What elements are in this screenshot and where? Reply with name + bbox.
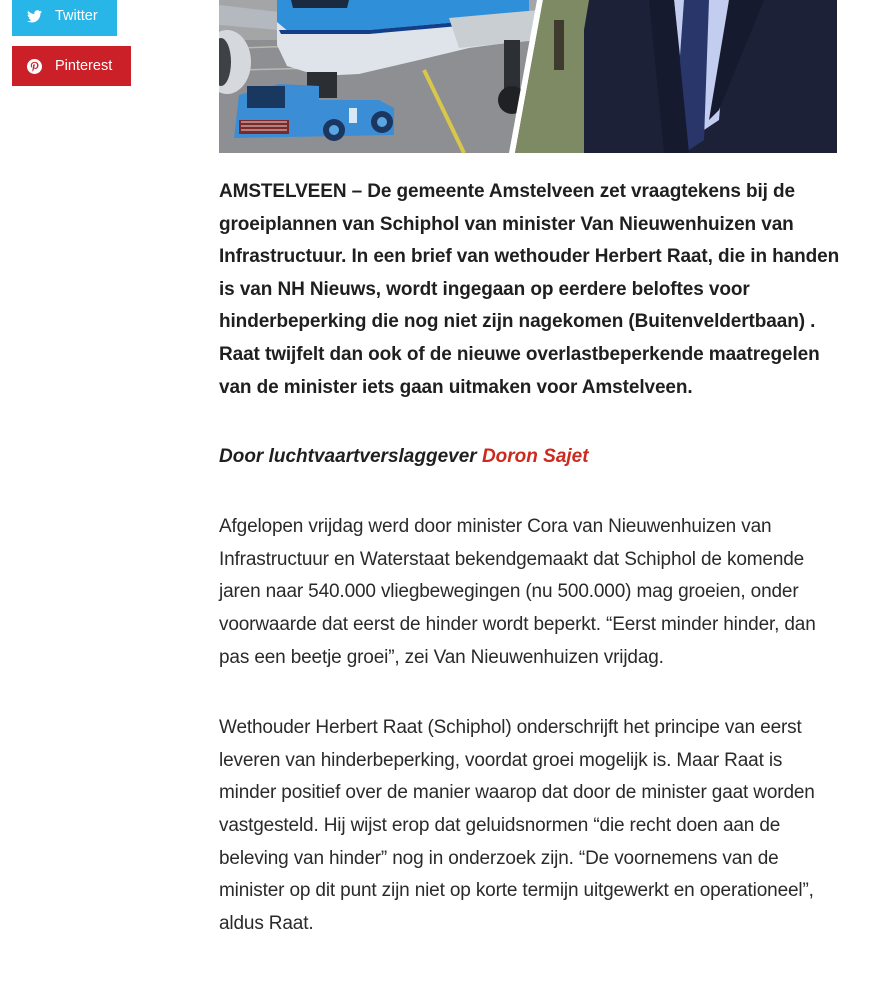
- airplane-photo: [219, 0, 539, 153]
- article-body: [219, 176, 841, 940]
- byline-prefix: Door luchtvaartverslaggever: [219, 446, 482, 468]
- portrait-photo: [515, 0, 841, 153]
- pinterest-share-button[interactable]: [12, 46, 131, 86]
- twitter-share-button[interactable]: [12, 0, 117, 36]
- pinterest-icon: [26, 58, 42, 74]
- twitter-bird-icon: [26, 8, 42, 24]
- article-paragraph: Wethouder Herbert Raat (Schiphol) onderschrijft het principe van eerst leveren van hinderbeperking, voordat groei mogelijk is. Maar Raat is minder positief over de manier waarop dat door de minister gaat worden vastgesteld. Hij wijst erop dat geluidsnormen “die recht doen aan de beleving van hinder” nog in onderzoek zijn. “De voornemens van de minister op dit punt zijn niet op korte termijn uitgewerkt en operationeel”, aldus Raat.: [219, 717, 815, 934]
- article-hero-image: [219, 0, 841, 153]
- article-lead: AMSTELVEEN – De gemeente Amstelveen zet vraagtekens bij de groeiplannen van Schiphol van minister Van Nieuwenhuizen van Infrastructuur. In een brief van wethouder Herbert Raat, die in handen is van NH Nieuws, wordt ingegaan op eerdere beloftes voor hinderbeperking die nog niet zijn nagekomen (Buitenveldertbaan) . Raat twijfelt dan ook of de nieuwe overlastbeperkende maatregelen van de minister iets gaan uitmaken voor Amstelveen.: [219, 181, 840, 398]
- article-byline: [219, 441, 841, 473]
- twitter-share-label: Twitter: [55, 8, 98, 24]
- share-buttons: [12, 0, 132, 86]
- pinterest-share-label: Pinterest: [55, 58, 113, 74]
- author-link[interactable]: Doron Sajet: [481, 446, 589, 468]
- article-paragraph: Afgelopen vrijdag werd door minister Cora van Nieuwenhuizen van Infrastructuur en Waterstaat bekendgemaakt dat Schiphol de komende jaren naar 540.000 vliegbewegingen (nu 500.000) mag groeien, onder voorwaarde dat eerst de hinder wordt beperkt. “Eerst minder hinder, dan pas een beetje groei”, zei Van Nieuwenhuizen vrijdag.: [219, 516, 816, 668]
